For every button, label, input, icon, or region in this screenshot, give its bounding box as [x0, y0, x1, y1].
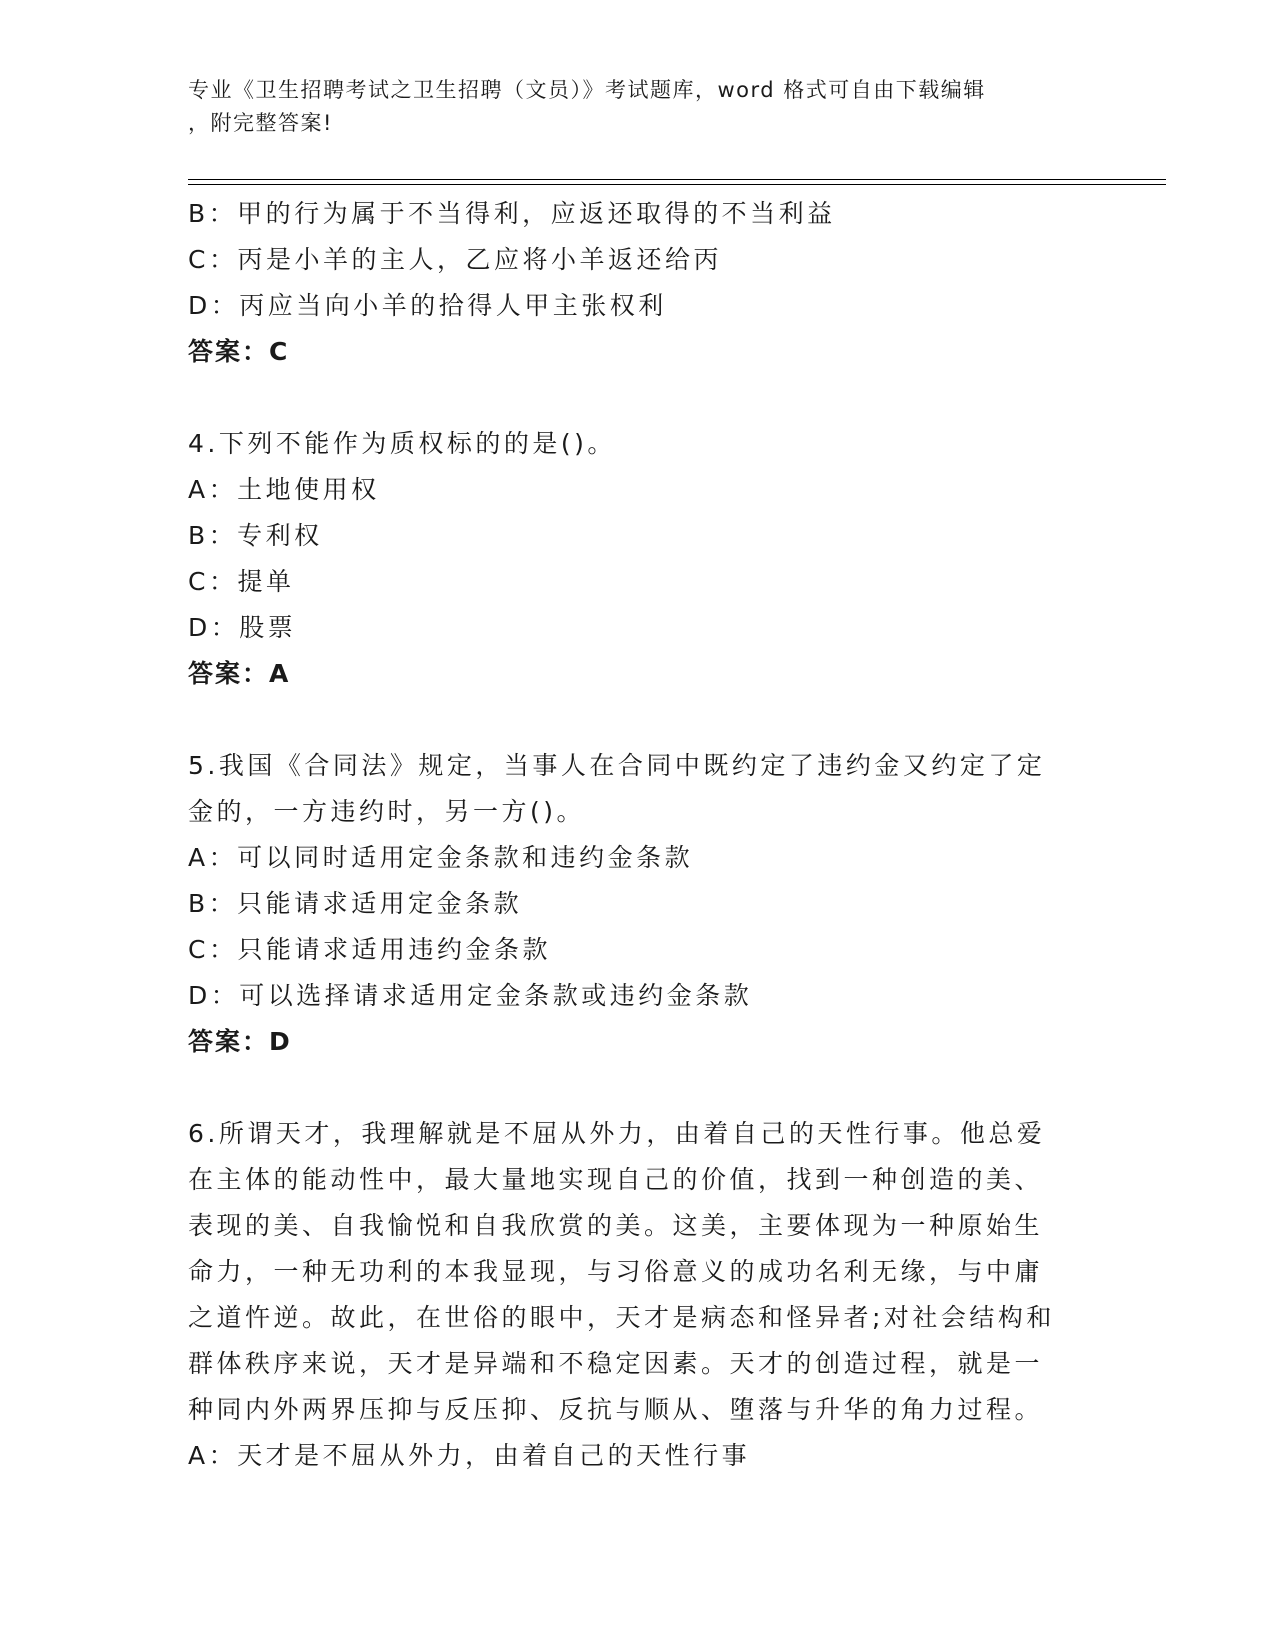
header-line-1: 专业《卫生招聘考试之卫生招聘（文员）》考试题库，word 格式可自由下载编辑	[188, 78, 986, 102]
option-a: A：可以同时适用定金条款和违约金条款	[188, 843, 694, 872]
question-text: 4.下列不能作为质权标的的是()。	[188, 429, 616, 458]
spacer	[188, 375, 1088, 421]
spacer	[188, 697, 1088, 743]
option-a: A：土地使用权	[188, 475, 380, 504]
spacer	[188, 1065, 1088, 1111]
option-b: B：只能请求适用定金条款	[188, 889, 523, 918]
question-text-line: 群体秩序来说，天才是异端和不稳定因素。天才的创造过程，就是一	[188, 1349, 1044, 1378]
question-6	[188, 1111, 1088, 1479]
header-rule-bottom	[188, 184, 1166, 185]
question-text-line: 之道忤逆。故此，在世俗的眼中，天才是病态和怪异者;对社会结构和	[188, 1303, 1055, 1332]
question-4	[188, 421, 1088, 697]
answer: 答案：C	[188, 337, 290, 366]
answer: 答案：D	[188, 1027, 292, 1056]
question-text-line: 表现的美、自我愉悦和自我欣赏的美。这美，主要体现为一种原始生	[188, 1211, 1044, 1240]
question-text-line: 5.我国《合同法》规定，当事人在合同中既约定了违约金又约定了定	[188, 751, 1046, 780]
option-c: C：丙是小羊的主人，乙应将小羊返还给丙	[188, 245, 722, 274]
option-d: D：股票	[188, 613, 297, 642]
header-rule-top	[188, 179, 1166, 180]
document-body	[188, 191, 1088, 1479]
document-header	[188, 74, 1088, 140]
question-text-line: 6.所谓天才，我理解就是不屈从外力，由着自己的天性行事。他总爱	[188, 1119, 1046, 1148]
question-text-line: 命力，一种无功利的本我显现，与习俗意义的成功名利无缘，与中庸	[188, 1257, 1044, 1286]
header-line-2: ，附完整答案!	[188, 111, 333, 135]
option-c: C：提单	[188, 567, 295, 596]
option-d: D：丙应当向小羊的拾得人甲主张权利	[188, 291, 667, 320]
question-text-line: 金的，一方违约时，另一方()。	[188, 797, 586, 826]
question-5	[188, 743, 1088, 1065]
question-text-line: 在主体的能动性中，最大量地实现自己的价值，找到一种创造的美、	[188, 1165, 1044, 1194]
answer: 答案：A	[188, 659, 291, 688]
option-c: C：只能请求适用违约金条款	[188, 935, 551, 964]
option-b: B：专利权	[188, 521, 323, 550]
question-text-line: 种同内外两界压抑与反压抑、反抗与顺从、堕落与升华的角力过程。	[188, 1395, 1044, 1424]
question-3-tail	[188, 191, 1088, 375]
option-d: D：可以选择请求适用定金条款或违约金条款	[188, 981, 753, 1010]
option-a: A：天才是不屈从外力，由着自己的天性行事	[188, 1441, 751, 1470]
option-b: B：甲的行为属于不当得利，应返还取得的不当利益	[188, 199, 836, 228]
